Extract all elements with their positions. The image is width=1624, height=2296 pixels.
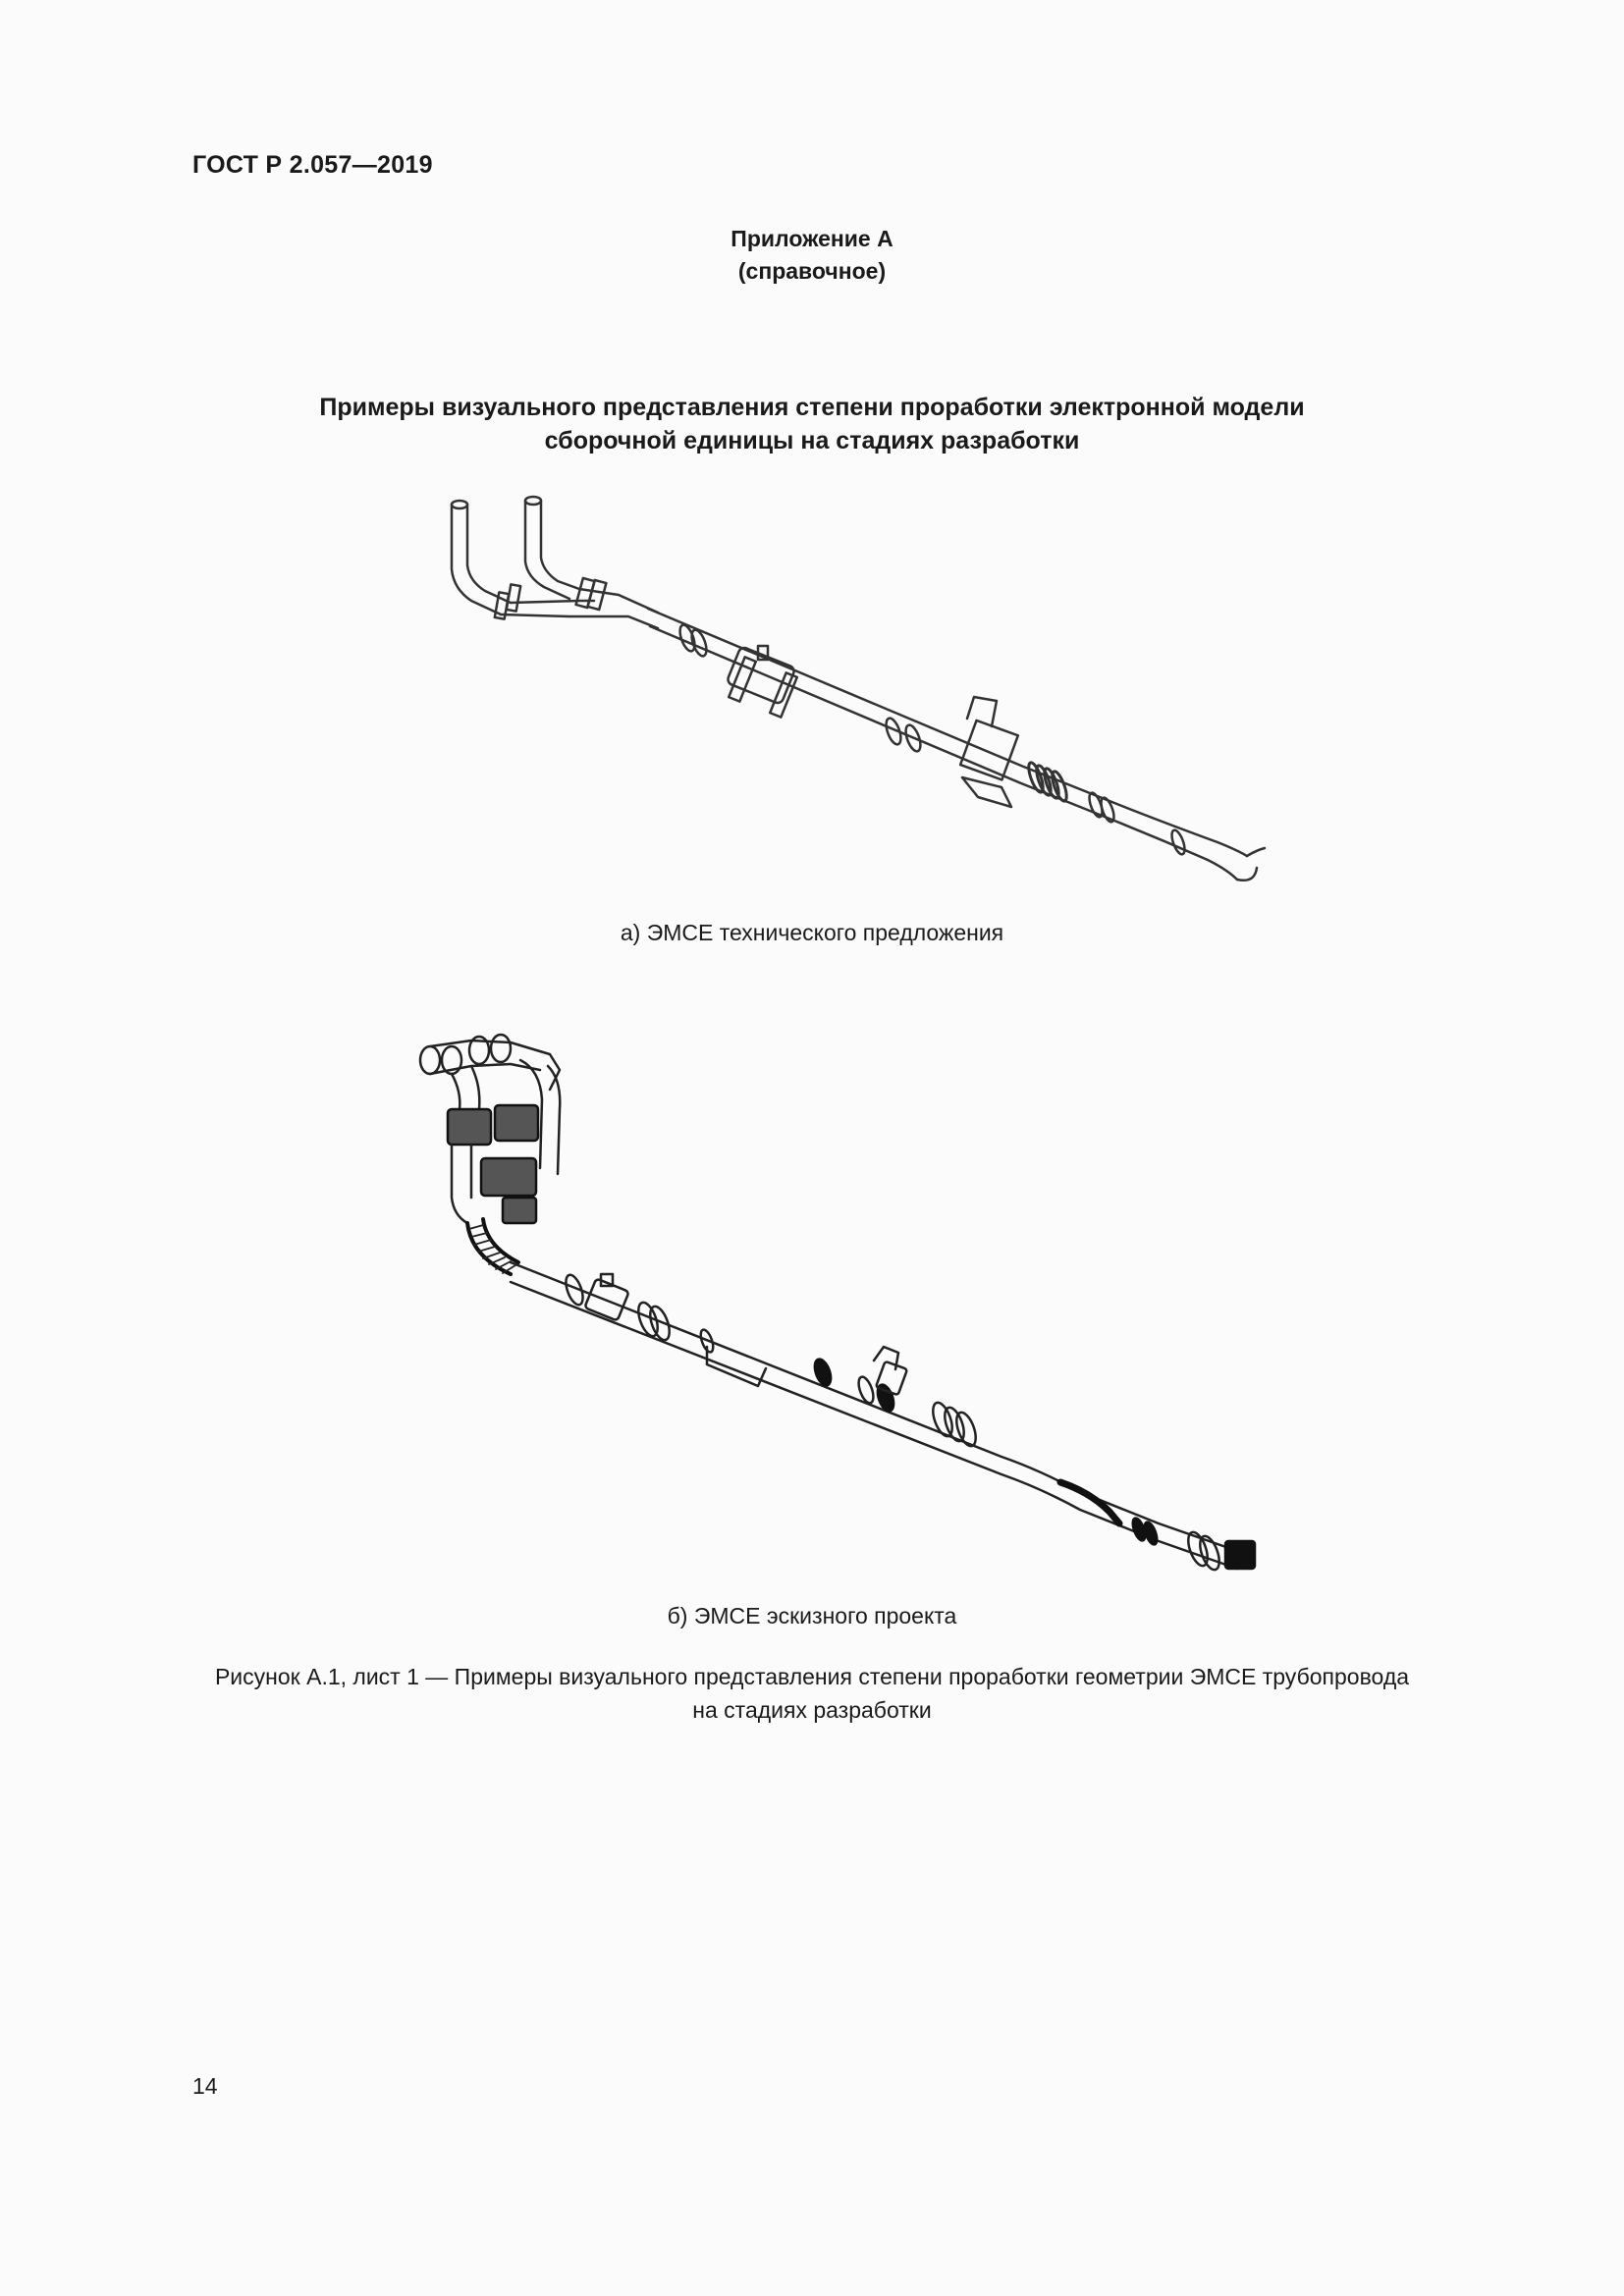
figure-a-pipeline-drawing: [432, 491, 1257, 903]
figure-caption: [187, 1660, 1437, 1727]
document-header: ГОСТ Р 2.057—2019: [192, 151, 433, 179]
appendix-type: (справочное): [737, 258, 887, 284]
figure-a-caption: а) ЭМСЕ технического предложения: [620, 920, 1004, 945]
section-title-line-2: сборочной единицы на стадиях разработки: [544, 427, 1080, 454]
section-title-line-1: Примеры визуального представления степени проработки электронной модели: [319, 394, 1305, 421]
page-number: 14: [192, 2073, 218, 2099]
figure-caption-line-1: Рисунок А.1, лист 1 — Примеры визуального представления степени проработки геометрии ЭМСЕ трубопровода: [214, 1664, 1410, 1689]
figure-caption-line-2: на стадиях разработки: [692, 1697, 932, 1723]
figure-b-pipeline-drawing: [412, 1031, 1296, 1571]
section-title: [0, 391, 1624, 457]
appendix-title: Приложение А: [731, 226, 893, 251]
figure-b-caption: б) ЭМСЕ эскизного проекта: [667, 1603, 957, 1629]
